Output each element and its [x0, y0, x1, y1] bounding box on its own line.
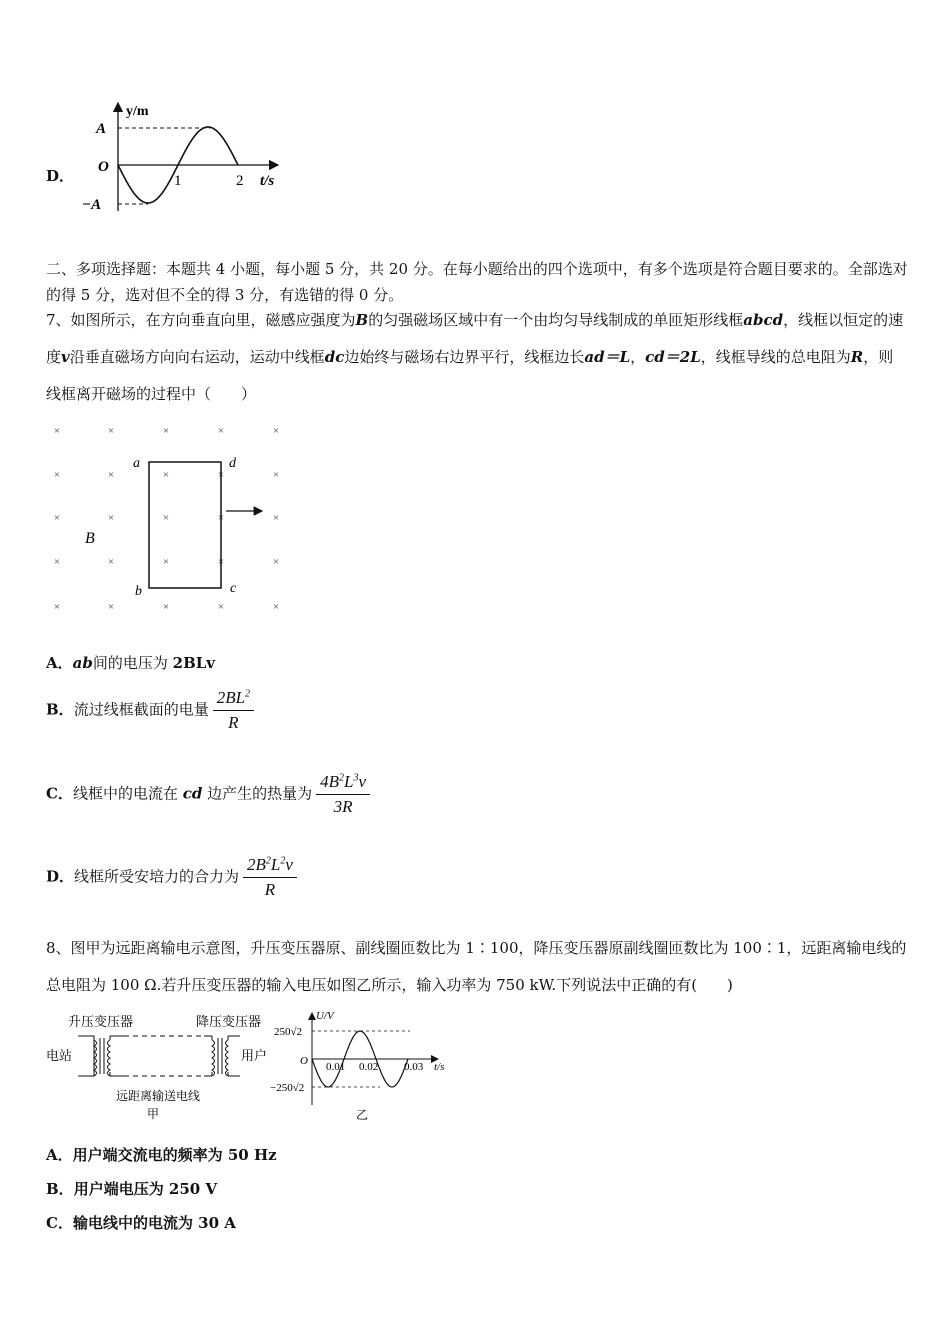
q6-sine-graph	[78, 95, 298, 220]
q8-option-a[interactable]: A．用户端交流电的频率为 50 Hz	[46, 1146, 277, 1164]
user-label: 用户	[241, 1048, 268, 1063]
q8-option-c[interactable]: C．输电线中的电流为 30 A	[46, 1214, 236, 1232]
q7-option-c[interactable]: C．线框中的电流在 cd 边产生的热量为 $\frac{4B^2L^3v}{3R}$	[46, 772, 370, 817]
t-axis-label: t/s	[260, 173, 275, 189]
field-cross: ×	[162, 469, 170, 481]
field-cross: ×	[162, 601, 170, 613]
field-cross: ×	[272, 556, 280, 568]
step-down-label: 降压变压器	[196, 1014, 262, 1029]
corner-c-label: c	[230, 581, 237, 596]
field-cross: ×	[53, 601, 61, 613]
figure-yi-caption: 乙	[356, 1108, 369, 1122]
corner-d-label: d	[229, 456, 236, 471]
field-cross: ×	[107, 425, 115, 437]
step-up-label: 升压变压器	[68, 1014, 134, 1029]
transmission-circuit	[78, 1036, 240, 1076]
origin-yi-label: O	[300, 1055, 308, 1067]
line-label: 远距离输送电线	[116, 1089, 201, 1103]
wire-frame	[149, 462, 221, 588]
field-cross: ×	[53, 425, 61, 437]
field-cross: ×	[107, 469, 115, 481]
field-cross: ×	[217, 469, 225, 481]
origin-label: O	[98, 159, 109, 175]
q6-option-d-label: D．	[46, 167, 75, 185]
q8-figure-yi	[270, 1007, 460, 1127]
a-label: A	[96, 121, 107, 137]
neg-a-label: −A	[82, 197, 102, 213]
corner-b-label: b	[135, 584, 142, 599]
tick-2-label: 2	[236, 173, 244, 189]
field-cross: ×	[107, 512, 115, 524]
field-cross: ×	[217, 601, 225, 613]
t3-label: 0.03	[404, 1061, 424, 1073]
field-cross: ×	[217, 556, 225, 568]
figure-jia-caption: 甲	[147, 1107, 160, 1121]
q7-option-a[interactable]: A．ab间的电压为 2BLv	[46, 654, 216, 672]
field-cross: ×	[107, 556, 115, 568]
q7-option-d[interactable]: D．线框所受安培力的合力为 $\frac{2B^2L^2v}{R}$	[46, 855, 297, 900]
field-cross: ×	[217, 425, 225, 437]
q8-option-b[interactable]: B．用户端电压为 250 V	[46, 1180, 218, 1198]
field-cross: ×	[272, 512, 280, 524]
t2-label: 0.02	[359, 1061, 379, 1073]
station-label: 电站	[46, 1048, 73, 1063]
field-cross: ×	[162, 425, 170, 437]
field-cross: ×	[217, 512, 225, 524]
field-cross: ×	[162, 512, 170, 524]
field-cross: ×	[53, 469, 61, 481]
corner-a-label: a	[133, 456, 140, 471]
field-cross: ×	[272, 425, 280, 437]
pos-peak-label: 250√2	[274, 1026, 303, 1038]
field-b-label: B	[85, 530, 95, 547]
field-cross: ×	[107, 601, 115, 613]
u-axis-label: U/V	[316, 1010, 334, 1022]
t1-label: 0.01	[326, 1061, 346, 1073]
q7-magnetic-field-figure	[40, 415, 300, 620]
q7-d-fraction: $\frac{2B^2L^2v}{R}$	[243, 855, 297, 900]
tick-1-label: 1	[174, 173, 182, 189]
q7-stem: 7、如图所示，在方向垂直向里，磁感应强度为B的匀强磁场区域中有一个由均匀导线制成的单匝矩形线框abcd，线框以恒定的速度v沿垂直磁场方向向右运动，运动中线框dc边始终与磁场右边界平行，线框边长ad＝L，cd＝2L，线框导线的总电阻为R，则线框离开磁场的过程中（ ）	[46, 311, 904, 403]
q8-figure-jia	[44, 1010, 276, 1128]
field-cross: ×	[53, 512, 61, 524]
field-crosses	[54, 425, 279, 613]
field-cross: ×	[162, 556, 170, 568]
y-axis-label: y/m	[126, 104, 149, 119]
q7-c-fraction: $\frac{4B^2L^3v}{3R}$	[316, 772, 370, 817]
q8-stem: 8、图甲为远距离输电示意图，升压变压器原、副线圈匝数比为 1∶100，降压变压器原副线圈匝数比为 100∶1，远距离输电线的总电阻为 100 Ω.若升压变压器的输入电压如图乙所示，输入功率为 750 kW.下列说法中正确的有( )	[46, 939, 907, 994]
field-cross: ×	[272, 601, 280, 613]
neg-peak-label: −250√2	[270, 1082, 305, 1094]
field-cross: ×	[272, 469, 280, 481]
t-axis-yi-label: t/s	[434, 1061, 445, 1073]
q7-b-fraction: $\frac{2BL^2}{R}$	[213, 688, 254, 733]
field-cross: ×	[53, 556, 61, 568]
section2-heading: 二、多项选择题：本题共 4 小题，每小题 5 分，共 20 分。在每小题给出的四个选项中，有多个选项是符合题目要求的。全部选对的得 5 分，选对但不全的得 3 分，有选错的得 0 分。	[46, 260, 908, 304]
q7-option-b[interactable]: B．流过线框截面的电量 $\frac{2BL^2}{R}$	[46, 688, 254, 733]
